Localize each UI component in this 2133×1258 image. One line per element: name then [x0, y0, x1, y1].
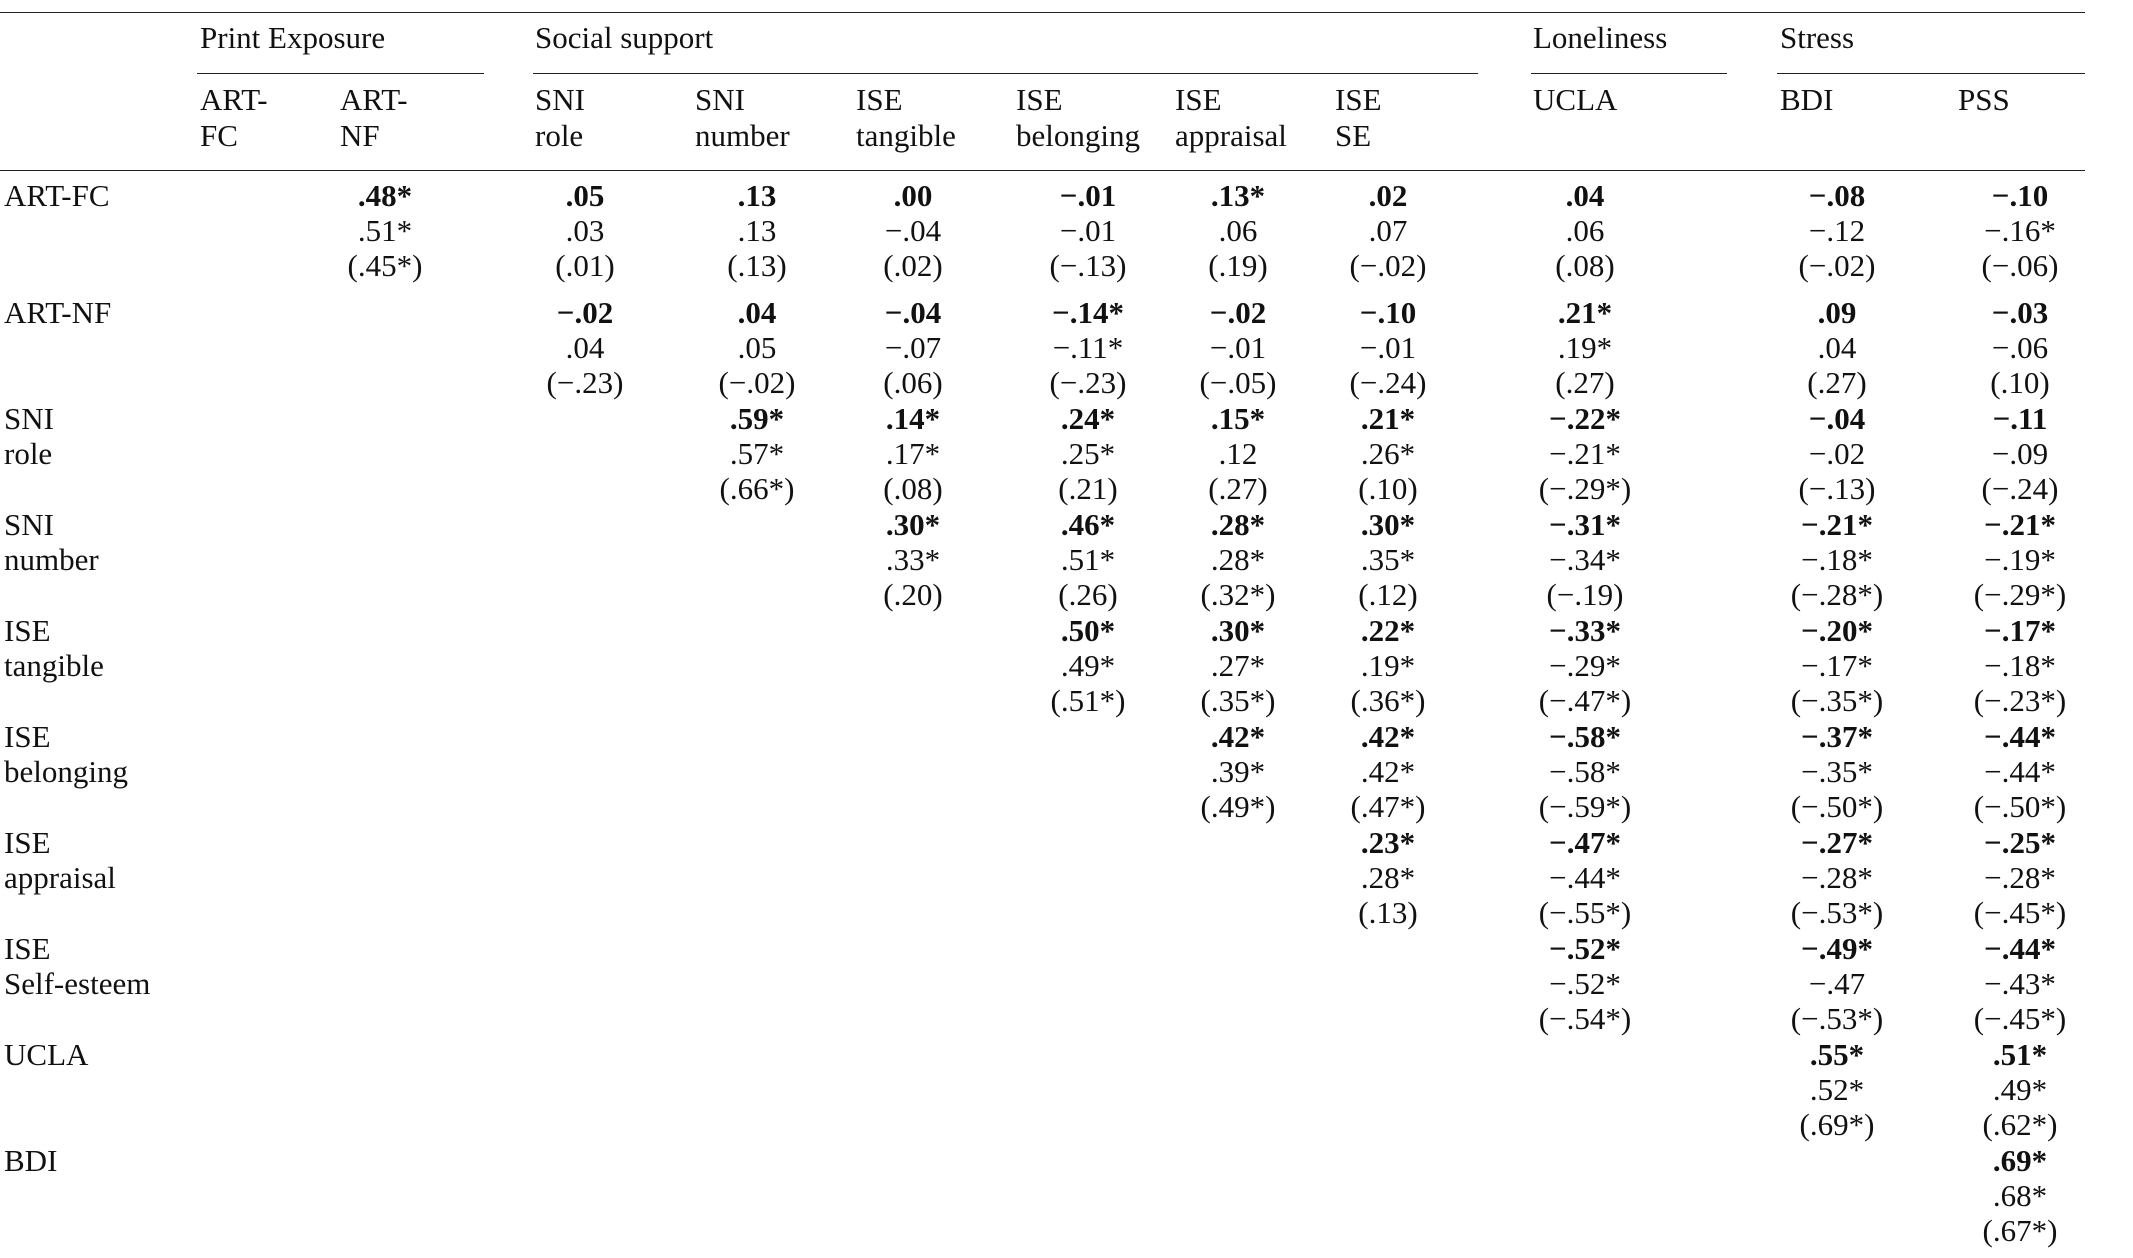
correlation-value-parenthetical: (.06)	[883, 365, 943, 400]
correlation-value-secondary: −.06	[1991, 330, 2049, 365]
correlation-value-primary: .42*	[1360, 719, 1416, 754]
column-header-pss: PSS	[1958, 82, 2010, 117]
correlation-value-primary: .15*	[1210, 401, 1266, 436]
correlation-value-parenthetical: (.10)	[1990, 365, 2050, 400]
correlation-value-secondary: .51*	[1060, 542, 1116, 577]
correlation-value-primary: −.25*	[1984, 825, 2056, 860]
correlation-value-parenthetical: (.69*)	[1799, 1107, 1875, 1142]
correlation-value-primary: .24*	[1060, 401, 1116, 436]
correlation-cell	[1520, 825, 1650, 930]
correlation-value-secondary: .39*	[1210, 754, 1266, 789]
correlation-value-secondary: .33*	[885, 542, 941, 577]
correlation-value-primary: −.11	[1992, 401, 2048, 436]
row-label-ise-tangible: ISE tangible	[4, 613, 104, 683]
correlation-value-parenthetical: (−.53*)	[1790, 895, 1884, 930]
correlation-value-parenthetical: (−.06)	[1981, 248, 2059, 283]
correlation-value-parenthetical: (.47*)	[1350, 789, 1426, 824]
correlation-cell	[1520, 178, 1650, 283]
correlation-value-primary: .04	[1565, 178, 1605, 213]
correlation-value-secondary: −.29*	[1549, 648, 1621, 683]
correlation-value-parenthetical: (−.23)	[546, 365, 624, 400]
correlation-value-primary: −.03	[1991, 295, 2049, 330]
correlation-value-primary: −.27*	[1801, 825, 1873, 860]
correlation-value-parenthetical: (−.29*)	[1973, 577, 2067, 612]
correlation-value-secondary: .51*	[357, 213, 413, 248]
correlation-cell	[1173, 719, 1303, 824]
correlation-cell	[1955, 401, 2085, 506]
group-header-loneliness: Loneliness	[1533, 20, 1668, 55]
row-label-art-fc: ART-FC	[4, 178, 110, 213]
correlation-value-secondary: −.18*	[1801, 542, 1873, 577]
correlation-value-parenthetical: (.08)	[883, 471, 943, 506]
column-header-art-fc: ART- FC	[200, 82, 268, 153]
stress-rule	[1777, 73, 2085, 74]
correlation-value-primary: .51*	[1992, 1037, 2048, 1072]
correlation-value-parenthetical: (−.28*)	[1790, 577, 1884, 612]
correlation-cell	[1173, 295, 1303, 400]
column-header-ise-tangible: ISE tangible	[856, 82, 956, 153]
correlation-cell	[1323, 719, 1453, 824]
correlation-value-parenthetical: (.13)	[727, 248, 787, 283]
correlation-value-secondary: .17*	[885, 436, 941, 471]
correlation-value-parenthetical: (.10)	[1358, 471, 1418, 506]
correlation-value-secondary: −.28*	[1984, 860, 2056, 895]
correlation-value-primary: .30*	[1360, 507, 1416, 542]
correlation-cell	[1023, 178, 1153, 283]
correlation-cell	[1520, 613, 1650, 718]
correlation-cell	[1955, 178, 2085, 283]
column-header-ise-belonging: ISE belonging	[1016, 82, 1140, 153]
correlation-cell	[1772, 719, 1902, 824]
correlation-value-primary: −.04	[1808, 401, 1866, 436]
correlation-cell	[1772, 613, 1902, 718]
correlation-cell	[1772, 295, 1902, 400]
row-label-bdi: BDI	[4, 1143, 58, 1178]
correlation-value-secondary: −.28*	[1801, 860, 1873, 895]
correlation-value-parenthetical: (−.47*)	[1538, 683, 1632, 718]
correlation-value-secondary: .19*	[1557, 330, 1613, 365]
correlation-value-primary: .30*	[1210, 613, 1266, 648]
correlation-value-primary: .09	[1817, 295, 1857, 330]
correlation-value-primary: .04	[737, 295, 777, 330]
correlation-cell	[1955, 1037, 2085, 1142]
correlation-value-parenthetical: (−.23)	[1049, 365, 1127, 400]
correlation-value-primary: .00	[893, 178, 933, 213]
correlation-cell	[692, 178, 822, 283]
correlation-value-secondary: −.12	[1808, 213, 1866, 248]
correlation-value-parenthetical: (.20)	[883, 577, 943, 612]
correlation-value-secondary: .57*	[729, 436, 785, 471]
correlation-value-primary: .21*	[1360, 401, 1416, 436]
correlation-value-parenthetical: (−.50*)	[1973, 789, 2067, 824]
correlation-cell	[1772, 507, 1902, 612]
correlation-value-parenthetical: (.19)	[1208, 248, 1268, 283]
correlation-value-parenthetical: (.27)	[1807, 365, 1867, 400]
correlation-value-primary: −.02	[1209, 295, 1267, 330]
correlation-value-secondary: −.04	[884, 213, 942, 248]
correlation-value-secondary: .26*	[1360, 436, 1416, 471]
correlation-value-secondary: .27*	[1210, 648, 1266, 683]
correlation-value-secondary: −.01	[1059, 213, 1117, 248]
correlation-value-secondary: .07	[1368, 213, 1408, 248]
correlation-value-primary: .02	[1368, 178, 1408, 213]
correlation-cell	[1323, 178, 1453, 283]
column-header-sni-number: SNI number	[695, 82, 790, 153]
correlation-value-parenthetical: (−.13)	[1049, 248, 1127, 283]
correlation-value-secondary: −.18*	[1984, 648, 2056, 683]
loneliness-rule	[1531, 73, 1727, 74]
correlation-value-primary: −.47*	[1549, 825, 1621, 860]
correlation-value-primary: .23*	[1360, 825, 1416, 860]
print-exposure-rule	[197, 73, 484, 74]
correlation-cell	[1955, 295, 2085, 400]
group-header-stress: Stress	[1780, 20, 1855, 55]
correlation-value-primary: .21*	[1557, 295, 1613, 330]
correlation-value-primary: −.02	[556, 295, 614, 330]
correlation-value-primary: .42*	[1210, 719, 1266, 754]
correlation-cell	[1173, 401, 1303, 506]
correlation-value-primary: .69*	[1992, 1143, 2048, 1178]
correlation-value-primary: −.44*	[1984, 931, 2056, 966]
correlation-cell	[1023, 613, 1153, 718]
row-label-ise-appraisal: ISE appraisal	[4, 825, 116, 895]
correlation-cell	[848, 295, 978, 400]
correlation-cell	[1955, 613, 2085, 718]
correlation-value-secondary: .19*	[1360, 648, 1416, 683]
correlation-value-parenthetical: (−.19)	[1546, 577, 1624, 612]
correlation-value-parenthetical: (.12)	[1358, 577, 1418, 612]
correlation-cell	[1023, 507, 1153, 612]
correlation-value-parenthetical: (−.02)	[1349, 248, 1427, 283]
correlation-value-secondary: .12	[1218, 436, 1258, 471]
correlation-value-primary: .50*	[1060, 613, 1116, 648]
column-header-ise-se: ISE SE	[1335, 82, 1382, 153]
correlation-value-primary: .13	[737, 178, 777, 213]
correlation-value-primary: −.10	[1991, 178, 2049, 213]
correlation-cell	[1955, 507, 2085, 612]
correlation-value-parenthetical: (−.02)	[1798, 248, 1876, 283]
correlation-cell	[520, 178, 650, 283]
correlation-cell	[848, 401, 978, 506]
correlation-cell	[1772, 178, 1902, 283]
column-header-bdi: BDI	[1780, 82, 1834, 117]
correlation-cell	[1955, 1143, 2085, 1248]
correlation-cell	[1772, 1037, 1902, 1142]
correlation-value-primary: −.37*	[1801, 719, 1873, 754]
correlation-cell	[1173, 507, 1303, 612]
correlation-value-primary: .59*	[729, 401, 785, 436]
correlation-value-secondary: −.19*	[1984, 542, 2056, 577]
correlation-value-parenthetical: (−.59*)	[1538, 789, 1632, 824]
correlation-value-parenthetical: (−.55*)	[1538, 895, 1632, 930]
correlation-value-parenthetical: (−.24)	[1349, 365, 1427, 400]
group-header-social-support: Social support	[535, 20, 714, 55]
correlation-cell	[1520, 401, 1650, 506]
correlation-value-parenthetical: (.01)	[555, 248, 615, 283]
correlation-cell	[1023, 295, 1153, 400]
correlation-value-primary: −.20*	[1801, 613, 1873, 648]
correlation-value-primary: −.52*	[1549, 931, 1621, 966]
correlation-value-secondary: −.21*	[1549, 436, 1621, 471]
correlation-value-secondary: .04	[1817, 330, 1857, 365]
column-header-ise-appraisal: ISE appraisal	[1175, 82, 1287, 153]
correlation-cell	[1520, 719, 1650, 824]
correlation-value-parenthetical: (.27)	[1555, 365, 1615, 400]
correlation-value-primary: −.22*	[1549, 401, 1621, 436]
correlation-value-parenthetical: (−.05)	[1199, 365, 1277, 400]
row-label-ise-belonging: ISE belonging	[4, 719, 128, 789]
correlation-cell	[1955, 719, 2085, 824]
correlation-value-primary: −.14*	[1052, 295, 1124, 330]
column-header-ucla: UCLA	[1533, 82, 1618, 117]
correlation-value-secondary: −.52*	[1549, 966, 1621, 1001]
correlation-value-primary: −.01	[1059, 178, 1117, 213]
correlation-value-secondary: .05	[737, 330, 777, 365]
correlation-cell	[1520, 931, 1650, 1036]
correlation-value-primary: −.49*	[1801, 931, 1873, 966]
correlation-value-secondary: −.02	[1808, 436, 1866, 471]
correlation-value-parenthetical: (−.29*)	[1538, 471, 1632, 506]
group-header-print-exposure: Print Exposure	[200, 20, 386, 55]
correlation-value-parenthetical: (.08)	[1555, 248, 1615, 283]
correlation-value-secondary: −.47	[1808, 966, 1866, 1001]
correlation-value-primary: −.21*	[1801, 507, 1873, 542]
correlation-value-parenthetical: (.02)	[883, 248, 943, 283]
correlation-value-primary: .28*	[1210, 507, 1266, 542]
correlation-value-parenthetical: (−.45*)	[1973, 895, 2067, 930]
correlation-value-primary: −.21*	[1984, 507, 2056, 542]
row-label-art-nf: ART-NF	[4, 295, 112, 330]
social-support-rule	[533, 73, 1478, 74]
correlation-cell	[1173, 613, 1303, 718]
correlation-value-parenthetical: (−.50*)	[1790, 789, 1884, 824]
correlation-value-primary: .30*	[885, 507, 941, 542]
correlation-cell	[1323, 825, 1453, 930]
correlation-value-primary: .22*	[1360, 613, 1416, 648]
correlation-value-parenthetical: (.32*)	[1200, 577, 1276, 612]
correlation-value-parenthetical: (−.53*)	[1790, 1001, 1884, 1036]
correlation-value-parenthetical: (.49*)	[1200, 789, 1276, 824]
row-label-ise-self-esteem: ISE Self-esteem	[4, 931, 151, 1001]
correlation-cell	[848, 178, 978, 283]
correlation-value-primary: −.08	[1808, 178, 1866, 213]
margin-running-text	[2061, 760, 2095, 768]
correlation-cell	[1323, 401, 1453, 506]
correlation-value-secondary: .35*	[1360, 542, 1416, 577]
correlation-value-parenthetical: (−.02)	[718, 365, 796, 400]
correlation-value-parenthetical: (.36*)	[1350, 683, 1426, 718]
correlation-cell	[1173, 178, 1303, 283]
correlation-value-secondary: −.07	[884, 330, 942, 365]
correlation-value-parenthetical: (−.54*)	[1538, 1001, 1632, 1036]
row-label-ucla: UCLA	[4, 1037, 89, 1072]
correlation-cell	[1955, 931, 2085, 1036]
correlation-value-primary: .48*	[357, 178, 413, 213]
correlation-value-secondary: −.11*	[1052, 330, 1124, 365]
correlation-value-secondary: −.09	[1991, 436, 2049, 471]
correlation-value-secondary: .28*	[1210, 542, 1266, 577]
correlation-value-secondary: .68*	[1992, 1178, 2048, 1213]
correlation-value-secondary: .04	[565, 330, 605, 365]
correlation-value-parenthetical: (−.24)	[1981, 471, 2059, 506]
correlation-value-parenthetical: (.62*)	[1982, 1107, 2058, 1142]
correlation-cell	[320, 178, 450, 283]
column-header-sni-role: SNI role	[535, 82, 585, 153]
correlation-cell	[848, 507, 978, 612]
correlation-cell	[1323, 507, 1453, 612]
correlation-value-secondary: −.34*	[1549, 542, 1621, 577]
correlation-value-primary: .13*	[1210, 178, 1266, 213]
correlation-value-parenthetical: (−.35*)	[1790, 683, 1884, 718]
correlation-cell	[1323, 613, 1453, 718]
correlation-value-parenthetical: (.26)	[1058, 577, 1118, 612]
correlation-value-secondary: .42*	[1360, 754, 1416, 789]
correlation-value-parenthetical: (−.13)	[1798, 471, 1876, 506]
correlation-value-secondary: −.01	[1359, 330, 1417, 365]
column-header-art-nf: ART- NF	[340, 82, 408, 153]
correlation-value-primary: −.04	[884, 295, 942, 330]
correlation-value-secondary: −.44*	[1984, 754, 2056, 789]
correlation-value-secondary: .13	[737, 213, 777, 248]
correlation-cell	[1772, 825, 1902, 930]
correlation-value-secondary: .25*	[1060, 436, 1116, 471]
correlation-value-secondary: −.58*	[1549, 754, 1621, 789]
correlation-value-primary: .14*	[885, 401, 941, 436]
correlation-value-secondary: .52*	[1809, 1072, 1865, 1107]
correlation-value-primary: −.31*	[1549, 507, 1621, 542]
correlation-value-parenthetical: (.21)	[1058, 471, 1118, 506]
correlation-value-primary: −.17*	[1984, 613, 2056, 648]
correlation-value-secondary: −.01	[1209, 330, 1267, 365]
correlation-cell	[1520, 507, 1650, 612]
correlation-value-secondary: −.17*	[1801, 648, 1873, 683]
correlation-value-parenthetical: (−.45*)	[1973, 1001, 2067, 1036]
correlation-cell	[1955, 825, 2085, 930]
correlation-cell	[520, 295, 650, 400]
correlation-value-secondary: .06	[1218, 213, 1258, 248]
correlation-value-secondary: −.16*	[1984, 213, 2056, 248]
correlation-value-primary: −.10	[1359, 295, 1417, 330]
correlation-cell	[1023, 401, 1153, 506]
correlation-cell	[1520, 295, 1650, 400]
correlation-cell	[692, 401, 822, 506]
correlation-value-secondary: .49*	[1992, 1072, 2048, 1107]
correlation-value-secondary: −.43*	[1984, 966, 2056, 1001]
correlation-value-parenthetical: (.13)	[1358, 895, 1418, 930]
correlation-value-secondary: .06	[1565, 213, 1605, 248]
correlation-value-secondary: −.35*	[1801, 754, 1873, 789]
correlation-cell	[1772, 401, 1902, 506]
row-label-sni-role: SNI role	[4, 401, 54, 471]
correlation-value-parenthetical: (.67*)	[1982, 1213, 2058, 1248]
correlation-cell	[1772, 931, 1902, 1036]
correlation-cell	[692, 295, 822, 400]
correlation-value-parenthetical: (.51*)	[1050, 683, 1126, 718]
correlation-value-parenthetical: (.66*)	[719, 471, 795, 506]
header-bottom-rule	[0, 170, 2085, 171]
correlation-value-primary: −.44*	[1984, 719, 2056, 754]
correlation-value-parenthetical: (−.23*)	[1973, 683, 2067, 718]
correlation-value-primary: .05	[565, 178, 605, 213]
correlation-value-secondary: .03	[565, 213, 605, 248]
correlation-value-parenthetical: (.27)	[1208, 471, 1268, 506]
row-label-sni-number: SNI number	[4, 507, 99, 577]
correlation-value-parenthetical: (.45*)	[347, 248, 423, 283]
correlation-value-primary: −.58*	[1549, 719, 1621, 754]
correlation-value-primary: −.33*	[1549, 613, 1621, 648]
correlation-value-secondary: .28*	[1360, 860, 1416, 895]
table-top-rule	[0, 12, 2085, 13]
correlation-value-parenthetical: (.35*)	[1200, 683, 1276, 718]
correlation-value-primary: .55*	[1809, 1037, 1865, 1072]
correlation-value-primary: .46*	[1060, 507, 1116, 542]
correlation-value-secondary: −.44*	[1549, 860, 1621, 895]
correlation-cell	[1323, 295, 1453, 400]
correlation-value-secondary: .49*	[1060, 648, 1116, 683]
